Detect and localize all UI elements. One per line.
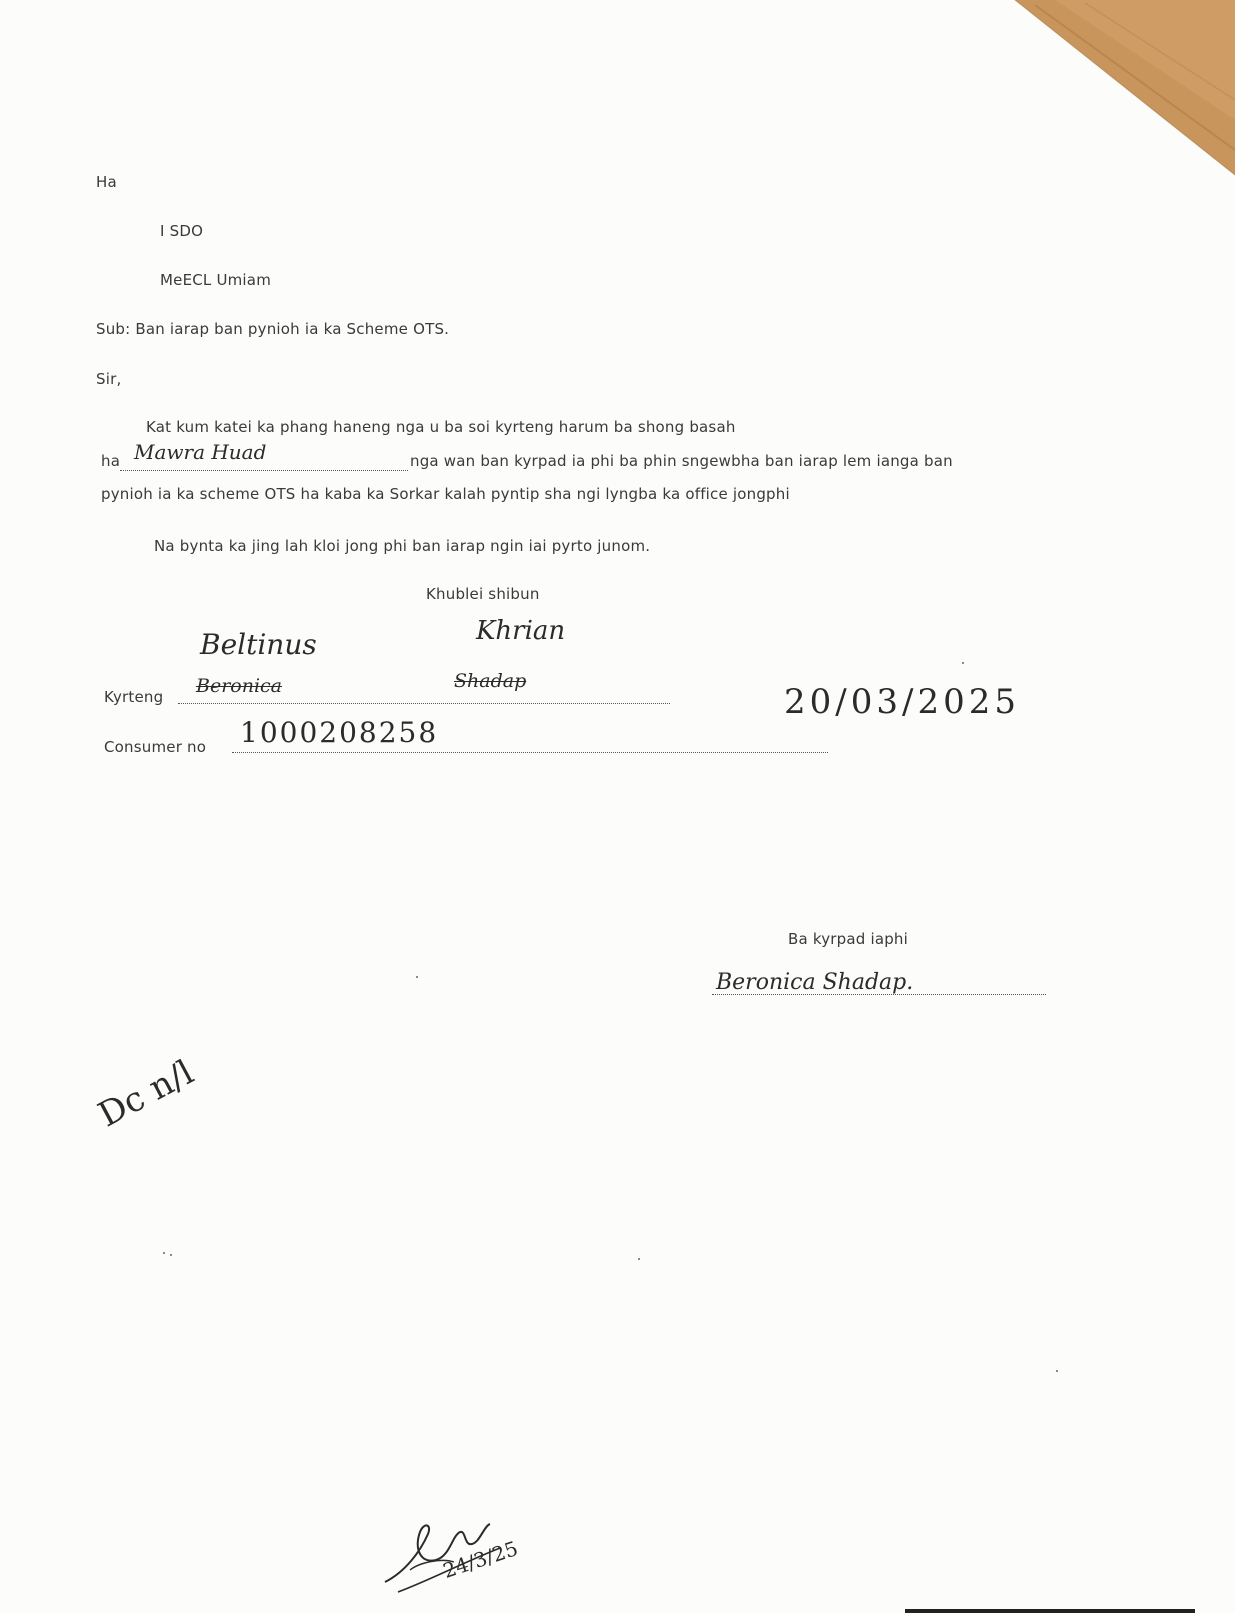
margin-note: Dc n/l	[92, 1052, 201, 1136]
consumer-fill-line	[232, 752, 828, 753]
scan-speck	[638, 1258, 640, 1260]
name-fill-line	[178, 703, 670, 704]
signoff-label: Ba kyrpad iaphi	[788, 930, 909, 948]
body-line-3: pynioh ia ka scheme OTS ha kaba ka Sorkar kalah pyntip sha ngi lyngba ka office jongphi	[101, 485, 790, 503]
table-corner-background	[995, 0, 1235, 180]
subject-line: Sub: Ban iarap ban pynioh ia ka Scheme OTS.	[96, 320, 450, 338]
recipient-office: MeECL Umiam	[160, 271, 272, 289]
scan-speck	[416, 976, 418, 978]
scan-speck	[1056, 1370, 1058, 1372]
consumer-number: 1000208258	[240, 716, 439, 749]
handwritten-first-name: Beltinus	[200, 628, 317, 661]
scan-speck	[163, 1252, 165, 1254]
closing-request: Na bynta ka jing lah kloi jong phi ban iarap ngin iai pyrto junom.	[154, 537, 651, 555]
handwritten-place: Mawra Huad	[134, 440, 267, 464]
consumer-label: Consumer no	[104, 738, 207, 756]
struck-first-name: Beronica	[196, 675, 283, 697]
handwritten-last-name: Khrian	[476, 616, 566, 646]
received-date: 24/3/25	[440, 1536, 521, 1583]
recipient-title: I SDO	[160, 222, 204, 240]
struck-last-name: Shadap	[454, 670, 527, 692]
name-label: Kyrteng	[104, 688, 164, 706]
handwritten-date: 20/03/2025	[784, 682, 1020, 722]
greeting: Sir,	[96, 370, 122, 388]
scan-speck	[170, 1254, 172, 1256]
place-fill-line	[120, 470, 408, 471]
body-line-2-prefix: ha	[101, 452, 121, 470]
salutation-to: Ha	[96, 173, 117, 191]
signature-name: Beronica Shadap.	[716, 970, 914, 995]
thanks: Khublei shibun	[426, 585, 540, 603]
scan-edge	[905, 1609, 1195, 1613]
scan-speck	[962, 662, 964, 664]
body-line-2-rest: nga wan ban kyrpad ia phi ba phin sngewbha ban iarap lem ianga ban	[410, 452, 953, 470]
body-line-1: Kat kum katei ka phang haneng nga u ba soi kyrteng harum ba shong basah	[146, 418, 736, 436]
